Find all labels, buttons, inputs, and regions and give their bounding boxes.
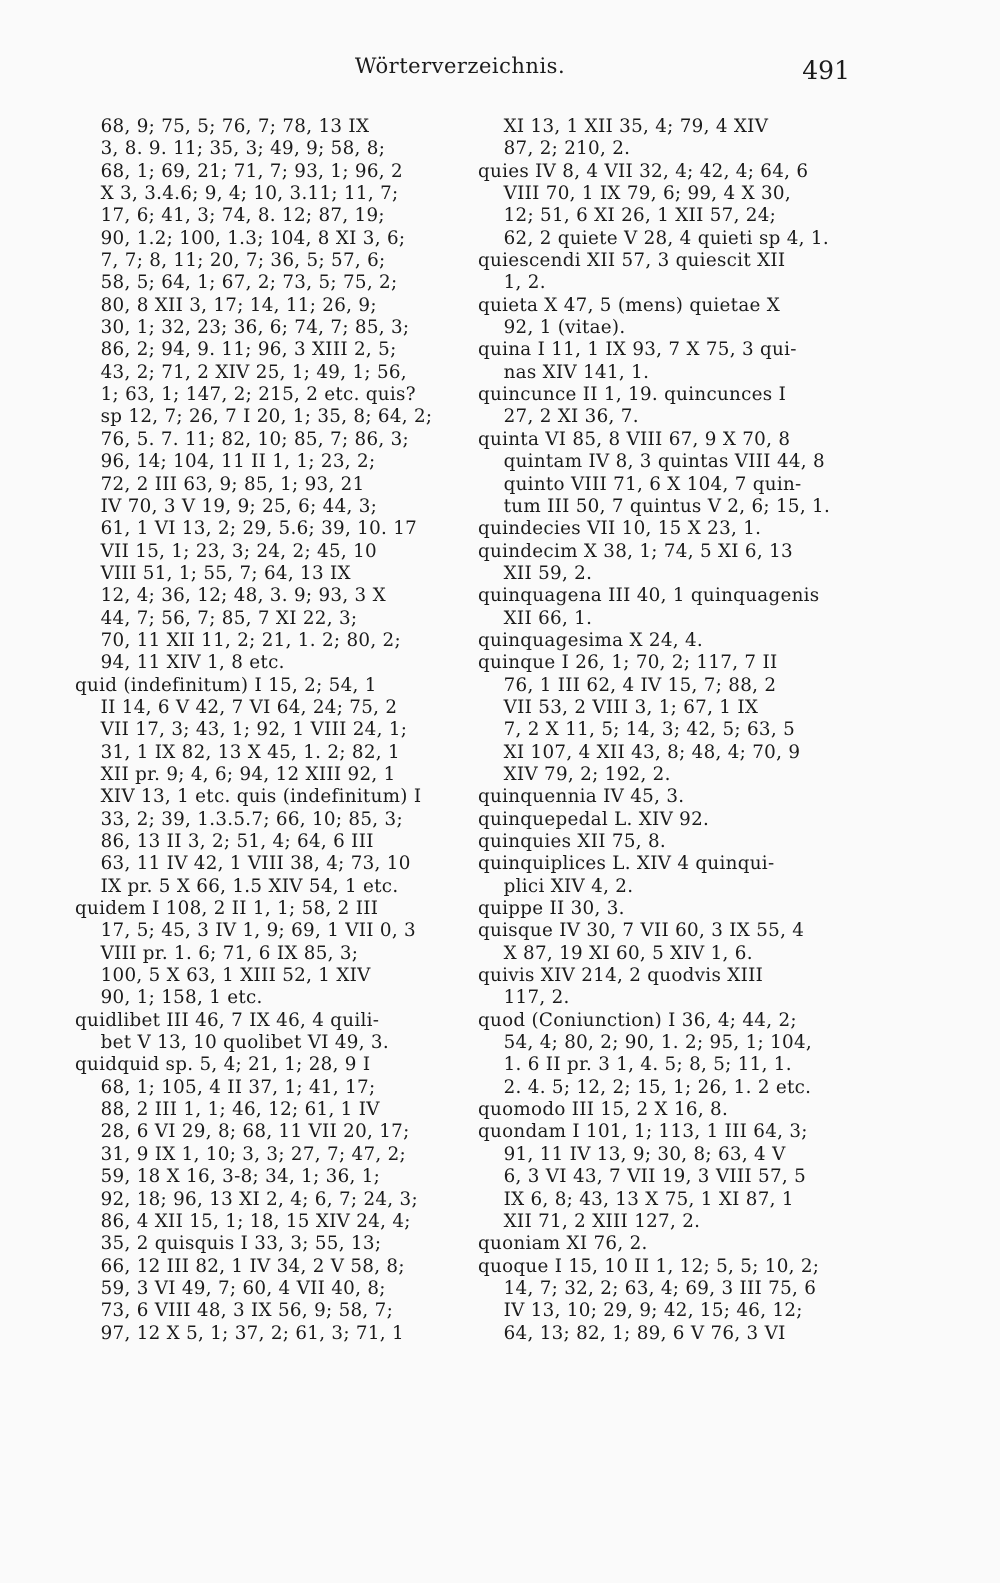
index-entry: quivis XIV 214, 2 quodvis XIII 117, 2.	[478, 965, 764, 1009]
index-entry: quinquennia IV 45, 3.	[478, 786, 685, 808]
index-entry: quinquiplices L. XIV 4 quinqui- plici XIV 4, 2.	[478, 853, 775, 897]
index-entry: quidlibet III 46, 7 IX 46, 4 quili- bet V 13, 10 quolibet VI 49, 3.	[75, 1009, 389, 1054]
index-entry: quisque IV 30, 7 VII 60, 3 IX 55, 4 X 87, 19 XI 60, 5 XIV 1, 6.	[478, 920, 805, 964]
index-entry: quina I 11, 1 IX 93, 7 X 75, 3 qui- nas XIV 141, 1.	[478, 339, 797, 383]
index-entry: quinquagesima X 24, 4.	[478, 629, 704, 651]
index-entry: quidem I 108, 2 II 1, 1; 58, 2 III 17, 5; 45, 3 IV 1, 9; 69, 1 VII 0, 3 VIII pr. 1. 6; 71, 6 IX 85, 3; 100, 5 X 63, 1 XIII 52, 1 XIV 90, 1; 158, 1 etc.	[75, 898, 416, 1009]
index-entry: quoniam XI 76, 2.	[478, 1233, 648, 1255]
index-entry: quinquies XII 75, 8.	[478, 831, 667, 852]
index-column-left	[75, 116, 460, 1345]
index-entry: quindecies VII 10, 15 X 23, 1.	[478, 518, 762, 540]
index-entry: quinta VI 85, 8 VIII 67, 9 X 70, 8 quintam IV 8, 3 quintas VIII 44, 8 quinto VIII 71, 6 X 104, 7 quin- tum III 50, 7 quintus V 2, 6; 15, 1.	[478, 428, 831, 517]
index-entry: quinquagena III 40, 1 quinquagenis XII 66, 1.	[478, 585, 820, 629]
index-entry: XI 13, 1 XII 35, 4; 79, 4 XIV 87, 2; 210, 2.	[503, 116, 769, 160]
index-entry: 68, 9; 75, 5; 76, 7; 78, 13 IX 3, 8. 9. 11; 35, 3; 49, 9; 58, 8; 68, 1; 69, 21; 71, 7; 93, 1; 96, 2 X 3, 3.4.6; 9, 4; 10, 3.11; 11, 7; 17, 6; 41, 3; 74, 8. 12; 87, 19; 90, 1.2; 100, 1.3; 104, 8 XI 3, 6; 7, 7; 8, 11; 20, 7; 36, 5; 57, 6; 58, 5; 64, 1; 67, 2; 73, 5; 75, 2; 80, 8 XII 3, 17; 14, 11; 26, 9; 30, 1; 32, 23; 36, 6; 74, 7; 85, 3; 86, 2; 94, 9. 11; 96, 3 XIII 2, 5; 43, 2; 71, 2 XIV 25, 1; 49, 1; 56, 1; 63, 1; 147, 2; 215, 2 etc. quis? sp 12, 7; 26, 7 I 20, 1; 35, 8; 64, 2; 76, 5. 7. 11; 82, 10; 85, 7; 86, 3; 96, 14; 104, 11 II 1, 1; 23, 2; 72, 2 III 63, 9; 85, 1; 93, 21 IV 70, 3 V 19, 9; 25, 6; 44, 3; 61, 1 VI 13, 2; 29, 5.6; 39, 10. 17 VII 15, 1; 23, 3; 24, 2; 45, 10 VIII 51, 1; 55, 7; 64, 13 IX 12, 4; 36, 12; 48, 3. 9; 93, 3 X 44, 7; 56, 7; 85, 7 XI 22, 3; 70, 11 XII 11, 2; 21, 1. 2; 80, 2; 94, 11 XIV 1, 8 etc.	[100, 116, 433, 674]
index-entry: quinquepedal L. XIV 92.	[478, 808, 710, 830]
page-number: 491	[802, 56, 850, 85]
index-entry: quinque I 26, 1; 70, 2; 117, 7 II 76, 1 III 62, 4 IV 15, 7; 88, 2 VII 53, 2 VIII 3, 1; 67, 1 IX 7, 2 X 11, 5; 14, 3; 42, 5; 63, 5 XI 107, 4 XII 43, 8; 48, 4; 70, 9 XIV 79, 2; 192, 2.	[478, 652, 801, 785]
index-entry: quincunce II 1, 19. quincunces I 27, 2 XI 36, 7.	[478, 384, 787, 428]
index-entry: quod (Coniunction) I 36, 4; 44, 2; 54, 4; 80, 2; 90, 1. 2; 95, 1; 104, 1. 6 II pr. 3 1, 4. 5; 8, 5; 11, 1. 2. 4. 5; 12, 2; 15, 1; 26, 1. 2 etc.	[478, 1009, 813, 1098]
index-entry: quieta X 47, 5 (mens) quietae X 92, 1 (vitae).	[478, 294, 781, 339]
index-entry: quomodo III 15, 2 X 16, 8.	[478, 1099, 729, 1121]
index-entry: quies IV 8, 4 VII 32, 4; 42, 4; 64, 6 VIII 70, 1 IX 79, 6; 99, 4 X 30, 12; 51, 6 XI 26, 1 XII 57, 24; 62, 2 quiete V 28, 4 quieti sp 4, 1.	[478, 160, 829, 249]
index-entry: quondam I 101, 1; 113, 1 III 64, 3; 91, 11 IV 13, 9; 30, 8; 63, 4 V 6, 3 VI 43, 7 VII 19, 3 VIII 57, 5 IX 6, 8; 43, 13 X 75, 1 XI 87, 1 XII 71, 2 XIII 127, 2.	[478, 1121, 808, 1232]
index-column-right	[478, 116, 863, 1345]
index-entry: quiescendi XII 57, 3 quiescit XII 1, 2.	[478, 250, 786, 294]
index-entry: quid (indefinitum) I 15, 2; 54, 1 II 14, 6 V 42, 7 VI 64, 24; 75, 2 VII 17, 3; 43, 1; 92, 1 VIII 24, 1; 31, 1 IX 82, 13 X 45, 1. 2; 82, 1 XII pr. 9; 4, 6; 94, 12 XIII 92, 1 XIV 13, 1 etc. quis (indefinitum) I 33, 2; 39, 1.3.5.7; 66, 10; 85, 3; 86, 13 II 3, 2; 51, 4; 64, 6 III 63, 11 IV 42, 1 VIII 38, 4; 73, 10 IX pr. 5 X 66, 1.5 XIV 54, 1 etc.	[75, 674, 422, 897]
index-entry: quidquid sp. 5, 4; 21, 1; 28, 9 I 68, 1; 105, 4 II 37, 1; 41, 17; 88, 2 III 1, 1; 46, 12; 61, 1 IV 28, 6 VI 29, 8; 68, 11 VII 20, 17; 31, 9 IX 1, 10; 3, 3; 27, 7; 47, 2; 59, 18 X 16, 3-8; 34, 1; 36, 1; 92, 18; 96, 13 XI 2, 4; 6, 7; 24, 3; 86, 4 XII 15, 1; 18, 15 XIV 24, 4; 35, 2 quisquis I 33, 3; 55, 13; 66, 12 III 82, 1 IV 34, 2 V 58, 8; 59, 3 VI 49, 7; 60, 4 VII 40, 8; 73, 6 VIII 48, 3 IX 56, 9; 58, 7; 97, 12 X 5, 1; 37, 2; 61, 3; 71, 1	[75, 1054, 418, 1344]
index-entry: quindecim X 38, 1; 74, 5 XI 6, 13 XII 59, 2.	[478, 540, 793, 584]
index-entry: quippe II 30, 3.	[478, 898, 625, 920]
running-head: Wörterverzeichnis.	[354, 54, 566, 78]
index-entry: quoque I 15, 10 II 1, 12; 5, 5; 10, 2; 14, 7; 32, 2; 63, 4; 69, 3 III 75, 6 IV 13, 10; 29, 9; 42, 15; 46, 12; 64, 13; 82, 1; 89, 6 V 76, 3 VI	[478, 1255, 820, 1344]
